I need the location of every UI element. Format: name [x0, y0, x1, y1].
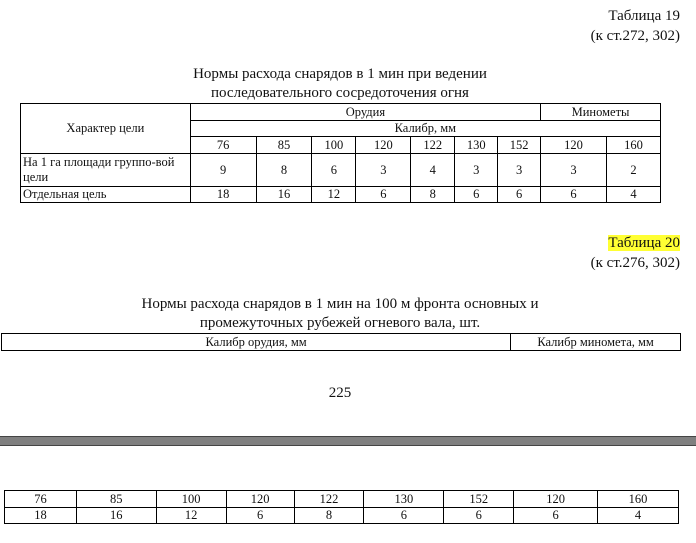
value-cell: 6	[226, 508, 294, 524]
table20-ref: (к ст.276, 302)	[590, 255, 680, 271]
value-cell: 12	[156, 508, 226, 524]
caliber-cell: 100	[312, 137, 356, 154]
caliber-cell: 130	[455, 137, 498, 154]
value-cell: 6	[444, 508, 514, 524]
header-gun-caliber: Калибр орудия, мм	[2, 334, 511, 351]
value-cell: 16	[256, 187, 312, 203]
value-cell: 8	[411, 187, 455, 203]
value-cell: 3	[356, 154, 411, 187]
value-cell: 6	[514, 508, 598, 524]
header-caliber: Калибр, мм	[190, 121, 660, 137]
page-number: 225	[328, 385, 352, 401]
table20-label: Таблица 20	[608, 235, 680, 251]
caliber-cell: 120	[514, 491, 598, 508]
value-cell: 16	[76, 508, 156, 524]
header-mortars: Минометы	[541, 104, 661, 121]
row-label: Отдельная цель	[21, 187, 191, 203]
value-cell: 3	[541, 154, 607, 187]
value-cell: 4	[598, 508, 679, 524]
value-cell: 4	[607, 187, 661, 203]
table20-title-line1: Нормы расхода снарядов в 1 мин на 100 м фронта основных и	[141, 296, 539, 312]
caliber-cell: 85	[76, 491, 156, 508]
value-cell: 9	[190, 154, 256, 187]
table-row	[21, 154, 661, 187]
value-cell: 18	[5, 508, 77, 524]
table19-title-line1: Нормы расхода снарядов в 1 мин при ведении	[193, 66, 487, 82]
value-cell: 3	[498, 154, 541, 187]
caliber-cell: 122	[294, 491, 364, 508]
value-cell: 8	[294, 508, 364, 524]
caliber-cell: 76	[190, 137, 256, 154]
value-cell: 6	[312, 154, 356, 187]
value-cell: 6	[498, 187, 541, 203]
page-separator	[0, 436, 696, 446]
value-cell: 8	[256, 154, 312, 187]
table-row	[21, 187, 661, 203]
table20-heading	[591, 233, 680, 273]
caliber-cell: 120	[541, 137, 607, 154]
table19	[20, 103, 661, 203]
value-cell: 3	[455, 154, 498, 187]
caliber-cell: 160	[607, 137, 661, 154]
table19-ref: (к ст.272, 302)	[590, 28, 680, 44]
caliber-cell: 85	[256, 137, 312, 154]
value-cell: 2	[607, 154, 661, 187]
caliber-cell: 76	[5, 491, 77, 508]
value-cell: 18	[190, 187, 256, 203]
header-target: Характер цели	[21, 104, 191, 154]
header-mortar-caliber: Калибр миномета, мм	[511, 334, 681, 351]
row-label: На 1 га площади группо-вой цели	[21, 154, 191, 187]
table20-title-line2: промежуточных рубежей огневого вала, шт.	[199, 315, 481, 331]
caliber-cell: 130	[364, 491, 444, 508]
value-cell: 4	[411, 154, 455, 187]
caliber-cell: 100	[156, 491, 226, 508]
header-guns: Орудия	[190, 104, 540, 121]
table19-heading	[591, 6, 680, 46]
value-cell: 12	[312, 187, 356, 203]
value-cell: 6	[541, 187, 607, 203]
table20-title	[20, 295, 660, 333]
caliber-cell: 152	[498, 137, 541, 154]
caliber-cell: 120	[226, 491, 294, 508]
table19-title	[20, 65, 660, 103]
caliber-cell: 152	[444, 491, 514, 508]
value-cell: 6	[364, 508, 444, 524]
table19-label: Таблица 19	[608, 8, 680, 24]
table20-header	[1, 333, 681, 351]
caliber-cell: 122	[411, 137, 455, 154]
value-cell: 6	[356, 187, 411, 203]
table20-body	[4, 490, 679, 524]
table-row	[5, 508, 679, 524]
caliber-cell: 160	[598, 491, 679, 508]
value-cell: 6	[455, 187, 498, 203]
caliber-cell: 120	[356, 137, 411, 154]
table19-title-line2: последовательного сосредоточения огня	[211, 85, 469, 101]
